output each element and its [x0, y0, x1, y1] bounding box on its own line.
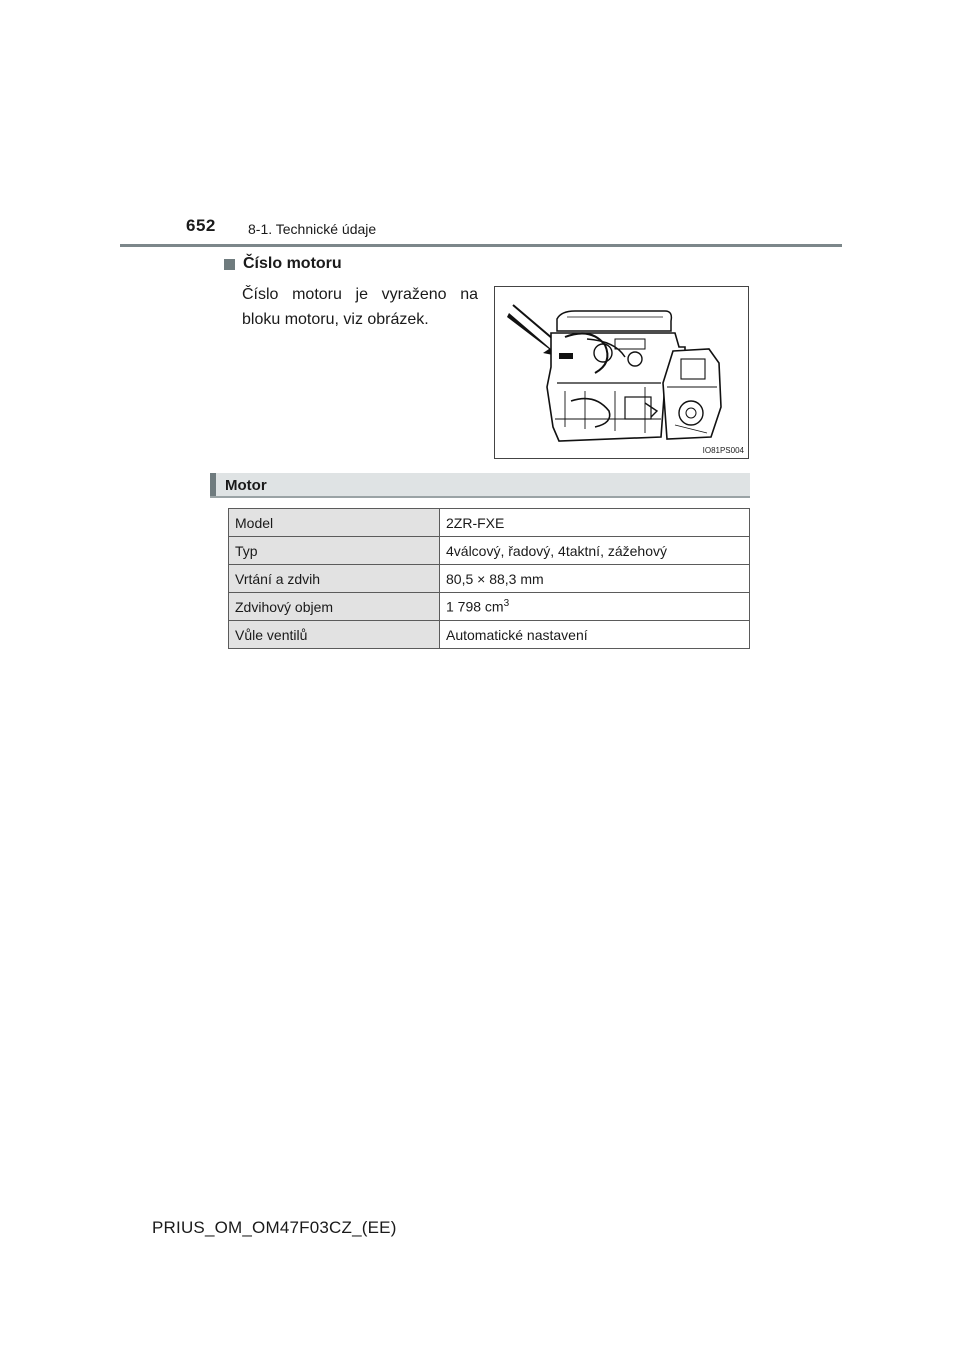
table-row — [229, 537, 750, 565]
square-bullet-icon — [224, 259, 235, 270]
spec-value-cell — [440, 593, 750, 621]
figure-code: IO81PS004 — [702, 446, 744, 455]
table-row — [229, 565, 750, 593]
engine-number-heading — [224, 255, 342, 273]
band-accent — [210, 473, 216, 496]
spec-label: Typ — [229, 537, 440, 565]
spec-value: Automatické nastavení — [440, 621, 750, 649]
engine-block-drawing — [495, 287, 748, 458]
spec-label: Vůle ventilů — [229, 621, 440, 649]
engine-number-heading-text: Číslo motoru — [243, 255, 342, 272]
spec-label: Model — [229, 509, 440, 537]
spec-label: Vrtání a zdvih — [229, 565, 440, 593]
table-row — [229, 509, 750, 537]
page-number: 652 — [186, 216, 216, 235]
engine-number-text: Číslo motoru je vyraženo na bloku motoru, viz obrázek. — [242, 286, 478, 328]
header-rule — [120, 244, 842, 247]
superscript-exponent: 3 — [503, 598, 510, 610]
table-row — [229, 593, 750, 621]
table-row — [229, 621, 750, 649]
footer-doc-code: PRIUS_OM_OM47F03CZ_(EE) — [152, 1218, 397, 1237]
motor-section-band — [210, 473, 750, 498]
spec-value: 2ZR-FXE — [440, 509, 750, 537]
motor-spec-table — [228, 508, 750, 649]
motor-section-title: Motor — [225, 477, 267, 494]
section-title: 8-1. Technické údaje — [248, 221, 377, 237]
spec-label: Zdvihový objem — [229, 593, 440, 621]
spec-value: 1 798 cm — [446, 598, 504, 615]
spec-value: 4válcový, řadový, 4taktní, zážehový — [440, 537, 750, 565]
spec-value: 80,5 × 88,3 mm — [440, 565, 750, 593]
engine-illustration — [494, 286, 749, 459]
